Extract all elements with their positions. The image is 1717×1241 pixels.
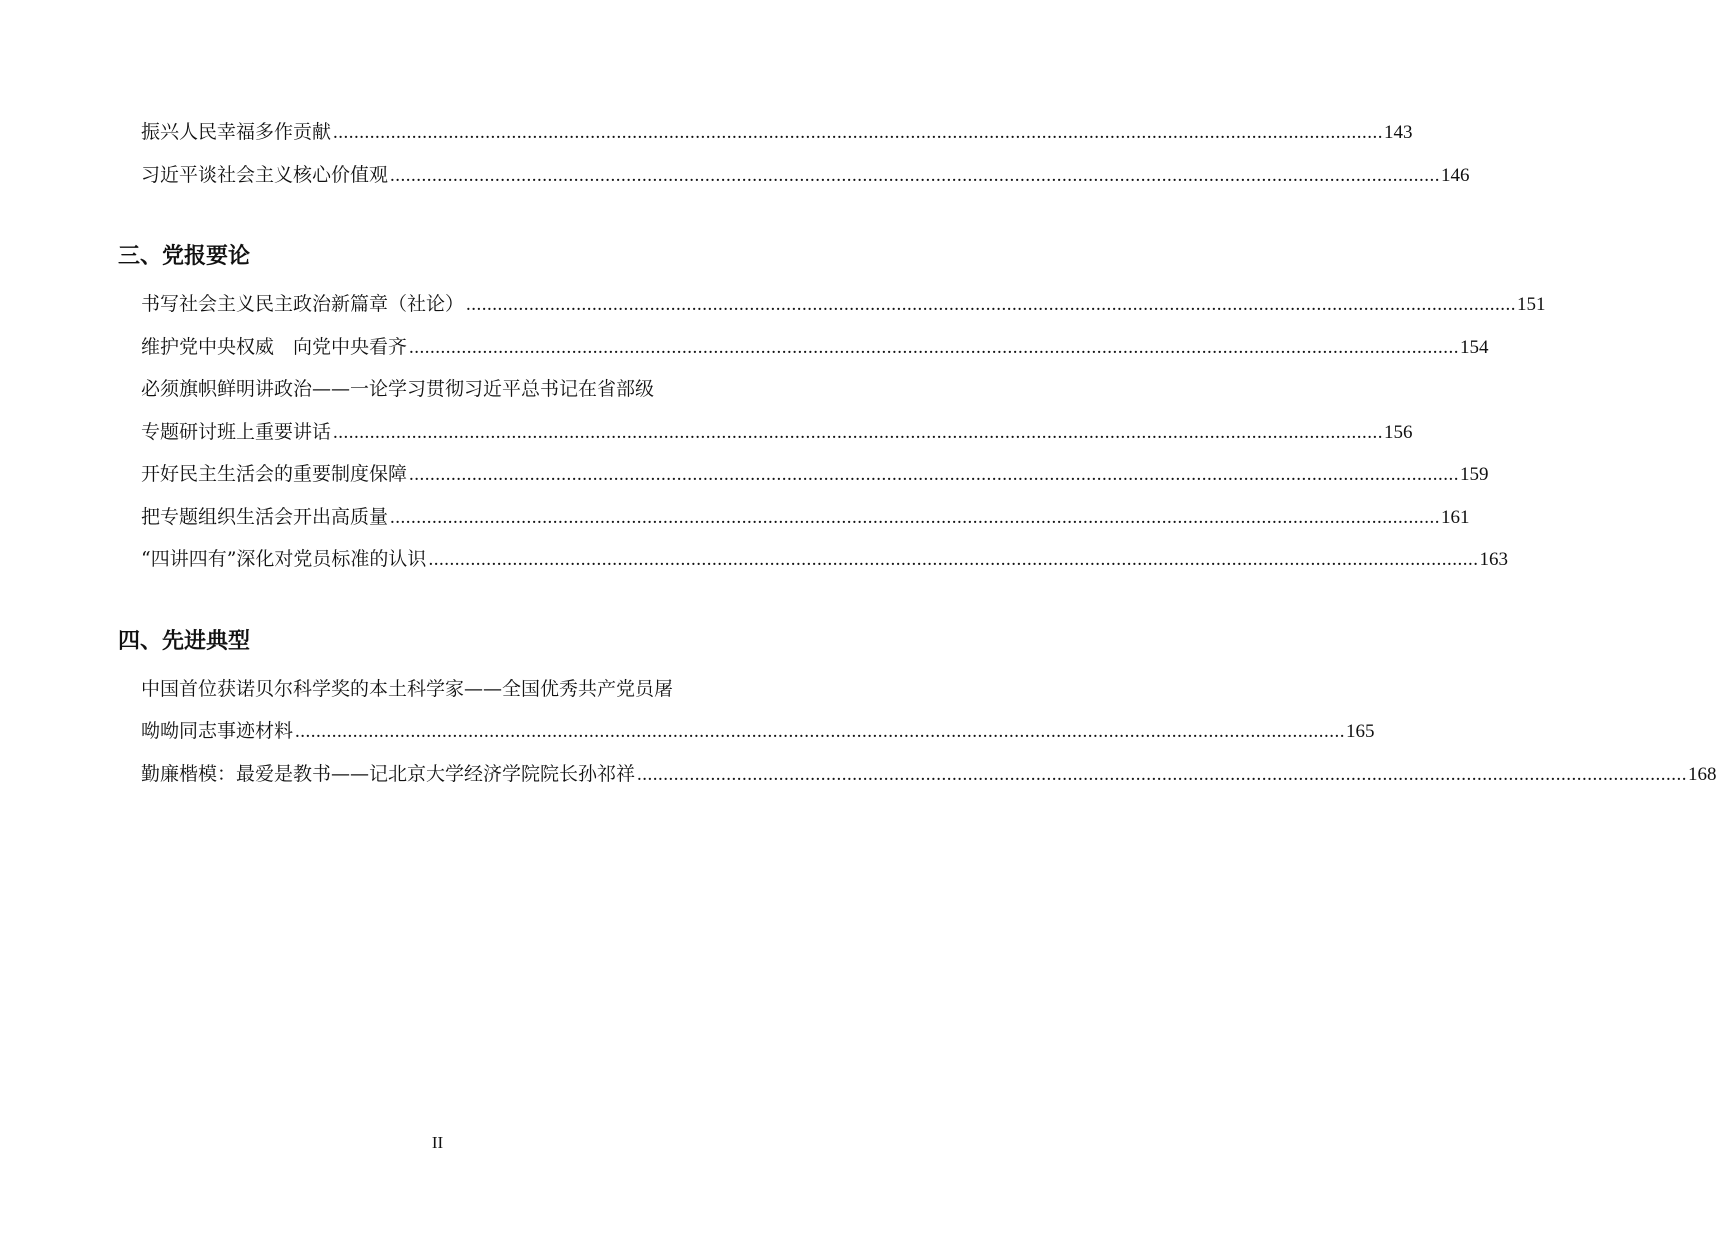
toc-entry-title: “四讲四有”深化对党员标准的认识 — [141, 548, 427, 570]
toc-entry-first-line[interactable] — [141, 674, 754, 704]
section-heading: 三、党报要论 — [118, 244, 251, 269]
toc-entry-page: 159 — [1460, 464, 1489, 485]
toc-entry-title: 把专题组织生活会开出高质量 — [141, 506, 389, 528]
toc-entry[interactable] — [141, 544, 1508, 574]
toc-entry-page: 154 — [1460, 337, 1489, 358]
dot-leader: ........................................................................................................................................................................................................ — [390, 507, 1441, 528]
dot-leader: ........................................................................................................................................................................................................ — [295, 721, 1346, 742]
dot-leader: ........................................................................................................................................................................................................ — [428, 549, 1479, 570]
toc-entry-title: 呦呦同志事迹材料 — [141, 720, 294, 742]
dot-leader: ........................................................................................................................................................................................................ — [333, 122, 1384, 143]
toc-entry-page: 151 — [1517, 294, 1546, 315]
toc-entry[interactable] — [141, 502, 1470, 532]
dot-leader: ........................................................................................................................................................................................................ — [390, 165, 1441, 186]
toc-entry[interactable] — [141, 459, 1489, 489]
toc-entry-title: 开好民主生活会的重要制度保障 — [141, 463, 408, 485]
dot-leader: ........................................................................................................................................................................................................ — [466, 294, 1517, 315]
page-number: II — [431, 1133, 444, 1152]
dot-leader: ........................................................................................................................................................................................................ — [409, 337, 1460, 358]
toc-entry-page: 143 — [1384, 122, 1413, 143]
toc-entry-title: 中国首位获诺贝尔科学奖的本土科学家——全国优秀共产党员屠 — [141, 678, 674, 700]
toc-entry[interactable] — [141, 716, 1375, 746]
dot-leader: ........................................................................................................................................................................................................ — [409, 464, 1460, 485]
toc-entry-page: 161 — [1441, 507, 1470, 528]
toc-entry[interactable] — [141, 759, 1717, 789]
toc-entry[interactable] — [141, 332, 1489, 362]
toc-entry-page: 163 — [1479, 549, 1508, 570]
toc-entry-title: 书写社会主义民主政治新篇章（社论） — [141, 293, 465, 315]
dot-leader: ........................................................................................................................................................................................................ — [637, 764, 1688, 785]
toc-entry-title: 振兴人民幸福多作贡献 — [141, 121, 332, 143]
toc-entry-page: 165 — [1346, 721, 1375, 742]
toc-entry-page: 156 — [1384, 422, 1413, 443]
toc-entry-title: 维护党中央权威 向党中央看齐 — [141, 336, 408, 358]
toc-entry-page: 146 — [1441, 165, 1470, 186]
toc-entry-title: 勤廉楷模：最爱是教书——记北京大学经济学院院长孙祁祥 — [141, 763, 636, 785]
toc-entry-title: 习近平谈社会主义核心价值观 — [141, 164, 389, 186]
toc-entry[interactable] — [141, 417, 1413, 447]
toc-entry[interactable] — [141, 117, 1413, 147]
toc-entry[interactable] — [141, 289, 1546, 319]
toc-entry-page: 168 — [1688, 764, 1717, 785]
toc-entry-title: 专题研讨班上重要讲话 — [141, 421, 332, 443]
toc-entry-title: 必须旗帜鲜明讲政治——一论学习贯彻习近平总书记在省部级 — [141, 378, 655, 400]
section-heading: 四、先进典型 — [118, 629, 251, 654]
dot-leader: ........................................................................................................................................................................................................ — [333, 422, 1384, 443]
toc-entry-first-line[interactable] — [141, 374, 754, 404]
toc-entry[interactable] — [141, 160, 1470, 190]
